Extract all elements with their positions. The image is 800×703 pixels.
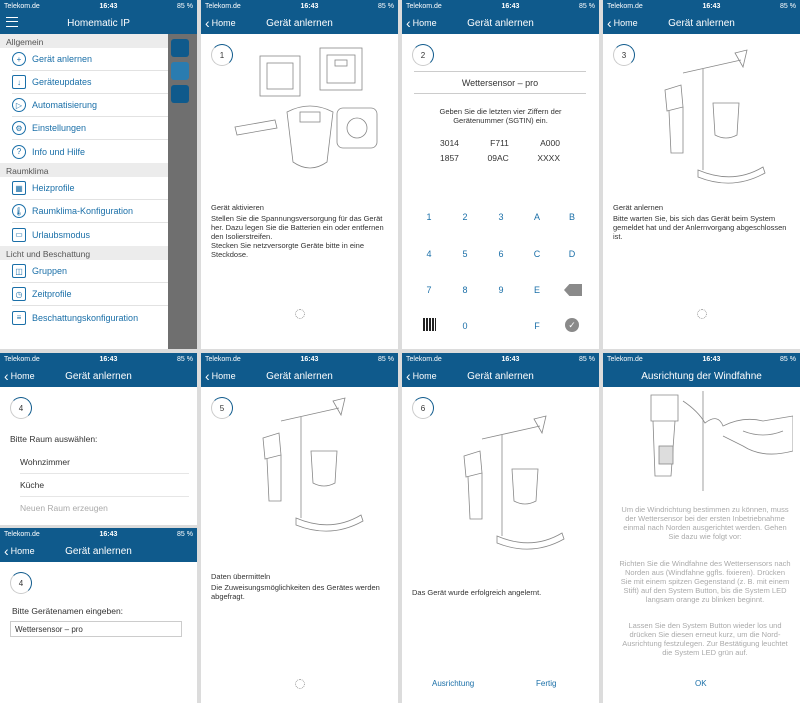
sgtin-part: 09AC	[487, 153, 509, 163]
step-heading: Gerät aktivieren	[211, 203, 264, 212]
plus-icon: +	[12, 52, 26, 66]
back-label: Home	[211, 371, 236, 381]
download-icon: ↓	[12, 75, 26, 89]
loading-spinner	[295, 679, 305, 689]
back-label: Home	[10, 371, 35, 381]
battery-label: 85 %	[177, 530, 193, 538]
alignment-step-1: Richten Sie die Windfahne des Wettersensors nach Norden aus (Windfahne ggfls. fixieren). Drücken Sie mit einem spitzen Gegenstand (z. B. mit einem Stift) auf den System Button, bis die System LED langsam orange zu blinken beginnt.	[619, 559, 791, 604]
nav-bar	[0, 540, 197, 562]
calendar-icon: ▦	[12, 181, 26, 195]
battery-label: 85 %	[780, 2, 796, 10]
clock-icon: ◷	[12, 287, 26, 301]
chevron-left-icon: ‹	[406, 368, 411, 384]
key-1[interactable]: 1	[426, 212, 432, 222]
key-A[interactable]: A	[533, 212, 540, 222]
hamburger-icon[interactable]	[6, 17, 18, 27]
room-option[interactable]: Wohnzimmer	[20, 451, 189, 474]
thermometer-icon: 🌡	[12, 204, 26, 218]
weather-sensor-illustration	[241, 393, 391, 543]
time-label: 16:43	[501, 355, 520, 363]
time-label: 16:43	[99, 355, 118, 363]
sgtin-part: 3014	[440, 138, 459, 148]
step-indicator: 6	[412, 397, 434, 419]
gear-icon: ⚙	[12, 121, 26, 135]
menu-item-geraet-anlernen[interactable]	[12, 48, 168, 71]
step-heading: Gerät anlernen	[613, 203, 664, 212]
status-bar	[201, 0, 398, 12]
menu-item-info[interactable]	[12, 140, 168, 163]
key-7[interactable]: 7	[426, 285, 432, 295]
menu-item-beschattung[interactable]	[12, 306, 168, 329]
sgtin-prompt: Geben Sie die letzten vier Ziffern der Gerätenummer (SGTIN) ein.	[439, 107, 562, 125]
qr-code-icon[interactable]	[423, 318, 436, 331]
step-indicator: 2	[412, 44, 434, 66]
page-title: Ausrichtung der Windfahne	[641, 370, 762, 382]
menu-item-heizprofile[interactable]	[12, 177, 168, 200]
battery-label: 85 %	[378, 2, 394, 10]
status-bar	[603, 0, 800, 12]
back-button[interactable]	[603, 16, 638, 30]
status-bar	[0, 528, 197, 540]
room-option[interactable]: Küche	[20, 474, 189, 497]
fertig-button[interactable]: Fertig	[536, 679, 557, 688]
tile-icon	[171, 39, 189, 57]
menu-item-raumklima-konfiguration[interactable]	[12, 200, 168, 223]
step-indicator: 1	[211, 44, 233, 66]
step-body: Die Zuweisungsmöglichkeiten des Gerätes werden abgefragt.	[211, 583, 380, 601]
back-button[interactable]	[0, 544, 35, 558]
ok-button[interactable]: OK	[695, 679, 707, 688]
menu-label: Geräteupdates	[32, 77, 92, 87]
panel-windfahne	[603, 353, 800, 703]
time-label: 16:43	[702, 2, 721, 10]
time-label: 16:43	[300, 2, 319, 10]
nav-bar	[201, 12, 398, 34]
nav-bar	[201, 365, 398, 387]
panel-step-2	[402, 0, 599, 349]
time-label: 16:43	[501, 2, 520, 10]
name-prompt: Bitte Gerätenamen eingeben:	[12, 606, 124, 616]
suitcase-icon: ▭	[12, 228, 26, 242]
alignment-intro: Um die Windrichtung bestimmen zu können, muss der Wettersensor bei der ersten Inbetriebnahme einmal nach Norden ausgerichtet werden. Gehen Sie dazu wie folgt vor:	[621, 505, 789, 541]
back-label: Home	[10, 546, 35, 556]
carrier-label: Telekom.de	[406, 355, 442, 363]
menu-label: Raumklima-Konfiguration	[32, 206, 134, 216]
loading-spinner	[697, 309, 707, 319]
menu-label: Zeitprofile	[32, 289, 72, 299]
key-0[interactable]: 0	[462, 321, 468, 331]
success-message: Das Gerät wurde erfolgreich angelernt.	[412, 588, 542, 597]
sgtin-part: F711	[490, 138, 509, 148]
carrier-label: Telekom.de	[406, 2, 442, 10]
new-room-button[interactable]: Neuen Raum erzeugen	[20, 503, 108, 513]
weather-icon	[171, 62, 189, 80]
back-label: Home	[412, 18, 437, 28]
sgtin-part: 1857	[440, 153, 459, 163]
key-2[interactable]: 2	[462, 212, 468, 222]
key-E[interactable]: E	[533, 285, 540, 295]
step-heading: Daten übermitteln	[211, 572, 271, 581]
page-title: Gerät anlernen	[65, 370, 132, 382]
back-label: Home	[412, 371, 437, 381]
menu-label: Gerät anlernen	[32, 54, 93, 64]
section-allgemein: Allgemein	[0, 34, 168, 48]
chevron-left-icon: ‹	[4, 368, 9, 384]
menu-label: Info und Hilfe	[32, 146, 86, 157]
step-body-2: Stecken Sie netzversorgte Geräte bitte in eine Steckdose.	[211, 241, 365, 259]
menu-item-automatisierung[interactable]	[12, 94, 168, 117]
nav-bar	[603, 12, 800, 34]
nav-bar	[0, 12, 197, 34]
back-label: Home	[613, 18, 638, 28]
nav-bar	[603, 365, 800, 387]
divider	[414, 71, 586, 72]
page-title: Gerät anlernen	[266, 17, 333, 29]
room-prompt: Bitte Raum auswählen:	[10, 434, 98, 444]
back-button[interactable]	[402, 16, 437, 30]
carrier-label: Telekom.de	[607, 2, 643, 10]
menu-label: Automatisierung	[32, 100, 98, 110]
carrier-label: Telekom.de	[4, 530, 40, 538]
menu-label: Einstellungen	[32, 123, 87, 133]
back-label: Home	[211, 18, 236, 28]
sgtin-row-1	[440, 138, 560, 148]
divider	[414, 93, 586, 94]
step-indicator: 4	[10, 397, 32, 419]
status-bar	[0, 353, 197, 365]
alignment-step-2: Lassen Sie den System Button wieder los und drücken Sie diesen erneut kurz, um die Nord-Ausrichtung festzulegen. Zur Bestätigung leuchtet die System LED grün auf.	[622, 621, 788, 657]
carrier-label: Telekom.de	[607, 355, 643, 363]
sgtin-part: A000	[540, 138, 560, 148]
menu-item-einstellungen[interactable]	[12, 117, 168, 140]
loading-spinner	[295, 309, 305, 319]
nav-bar	[402, 12, 599, 34]
key-B[interactable]: B	[568, 212, 575, 222]
back-button[interactable]	[402, 369, 437, 383]
carrier-label: Telekom.de	[205, 355, 241, 363]
step-body: Stellen Sie die Spannungsversorgung für das Gerät her. Dazu legen Sie die Batterien ein oder entfernen den Isolierstreifen.	[211, 214, 384, 241]
device-name: Wettersensor – pro	[461, 78, 539, 88]
dimmed-overlay	[168, 34, 197, 349]
page-title: Gerät anlernen	[266, 370, 333, 382]
panel-step-4-room	[0, 353, 197, 525]
vane-alignment-illustration	[623, 391, 793, 491]
battery-label: 85 %	[579, 355, 595, 363]
help-icon: ?	[12, 145, 26, 159]
carrier-label: Telekom.de	[205, 2, 241, 10]
sun-icon	[171, 85, 189, 103]
panel-step-5	[201, 353, 398, 703]
battery-label: 85 %	[780, 355, 796, 363]
chevron-left-icon: ‹	[607, 15, 612, 31]
time-label: 16:43	[99, 530, 118, 538]
battery-label: 85 %	[378, 355, 394, 363]
play-icon: ▷	[12, 98, 26, 112]
step-body: Bitte warten Sie, bis sich das Gerät beim System gemeldet hat und der Anlernvorgang abgeschlossen ist.	[613, 214, 787, 241]
ausrichtung-button[interactable]: Ausrichtung	[432, 679, 475, 688]
weather-sensor-illustration	[442, 411, 592, 561]
battery-label: 85 %	[579, 2, 595, 10]
menu-label: Heizprofile	[32, 183, 75, 193]
key-4[interactable]: 4	[426, 249, 432, 259]
device-name-input[interactable]: Wettersensor – pro	[10, 621, 182, 637]
time-label: 16:43	[300, 355, 319, 363]
battery-label: 85 %	[177, 2, 193, 10]
menu-label: Urlaubsmodus	[32, 229, 91, 240]
key-8[interactable]: 8	[462, 285, 468, 295]
sgtin-input-field[interactable]: XXXX	[537, 153, 560, 163]
key-C[interactable]: C	[533, 249, 541, 259]
status-bar	[402, 0, 599, 12]
sgtin-row-2	[440, 153, 560, 163]
key-D[interactable]: D	[568, 249, 576, 259]
menu-item-zeitprofile[interactable]	[12, 283, 168, 306]
panel-step-6	[402, 353, 599, 703]
page-title: Gerät anlernen	[467, 17, 534, 29]
menu-label: Gruppen	[32, 266, 68, 276]
page-title: Gerät anlernen	[467, 370, 534, 382]
app-title: Homematic IP	[67, 17, 130, 29]
menu-label: Beschattungskonfiguration	[32, 312, 139, 323]
group-icon: ◫	[12, 264, 26, 278]
back-button[interactable]	[201, 369, 236, 383]
menu-item-geraeteupdates[interactable]	[12, 71, 168, 94]
page-title: Gerät anlernen	[65, 545, 132, 557]
key-F[interactable]: F	[534, 321, 540, 331]
chevron-left-icon: ‹	[205, 15, 210, 31]
panel-step-4-name	[0, 528, 197, 703]
key-9[interactable]: 9	[498, 285, 504, 295]
status-bar	[0, 0, 197, 12]
step-indicator: 5	[211, 397, 233, 419]
battery-label: 85 %	[177, 355, 193, 363]
chevron-left-icon: ‹	[4, 543, 9, 559]
back-button[interactable]	[201, 16, 236, 30]
time-label: 16:43	[99, 2, 118, 10]
section-raumklima: Raumklima	[0, 163, 168, 177]
step-indicator: 4	[10, 572, 32, 594]
key-5[interactable]: 5	[462, 249, 468, 259]
nav-bar	[0, 365, 197, 387]
chevron-left-icon: ‹	[406, 15, 411, 31]
panel-menu	[0, 0, 197, 349]
shade-icon: ≡	[12, 311, 26, 325]
time-label: 16:43	[702, 355, 721, 363]
menu-item-gruppen[interactable]	[12, 260, 168, 283]
chevron-left-icon: ‹	[205, 368, 210, 384]
panel-step-1	[201, 0, 398, 349]
key-3[interactable]: 3	[498, 212, 504, 222]
nav-bar	[402, 365, 599, 387]
confirm-check-icon[interactable]: ✓	[565, 318, 579, 332]
menu-item-urlaubsmodus[interactable]	[12, 223, 168, 246]
page-title: Gerät anlernen	[668, 17, 735, 29]
step-indicator: 3	[613, 44, 635, 66]
status-bar	[603, 353, 800, 365]
weather-sensor-illustration	[643, 45, 793, 195]
section-licht: Licht und Beschattung	[0, 246, 168, 260]
room-list	[0, 451, 197, 519]
devices-illustration	[215, 42, 390, 192]
status-bar	[201, 353, 398, 365]
carrier-label: Telekom.de	[4, 355, 40, 363]
panel-step-3	[603, 0, 800, 349]
status-bar	[402, 353, 599, 365]
key-6[interactable]: 6	[498, 249, 504, 259]
side-menu	[0, 34, 168, 329]
carrier-label: Telekom.de	[4, 2, 40, 10]
back-button[interactable]	[0, 369, 35, 383]
backspace-icon[interactable]	[564, 284, 582, 296]
